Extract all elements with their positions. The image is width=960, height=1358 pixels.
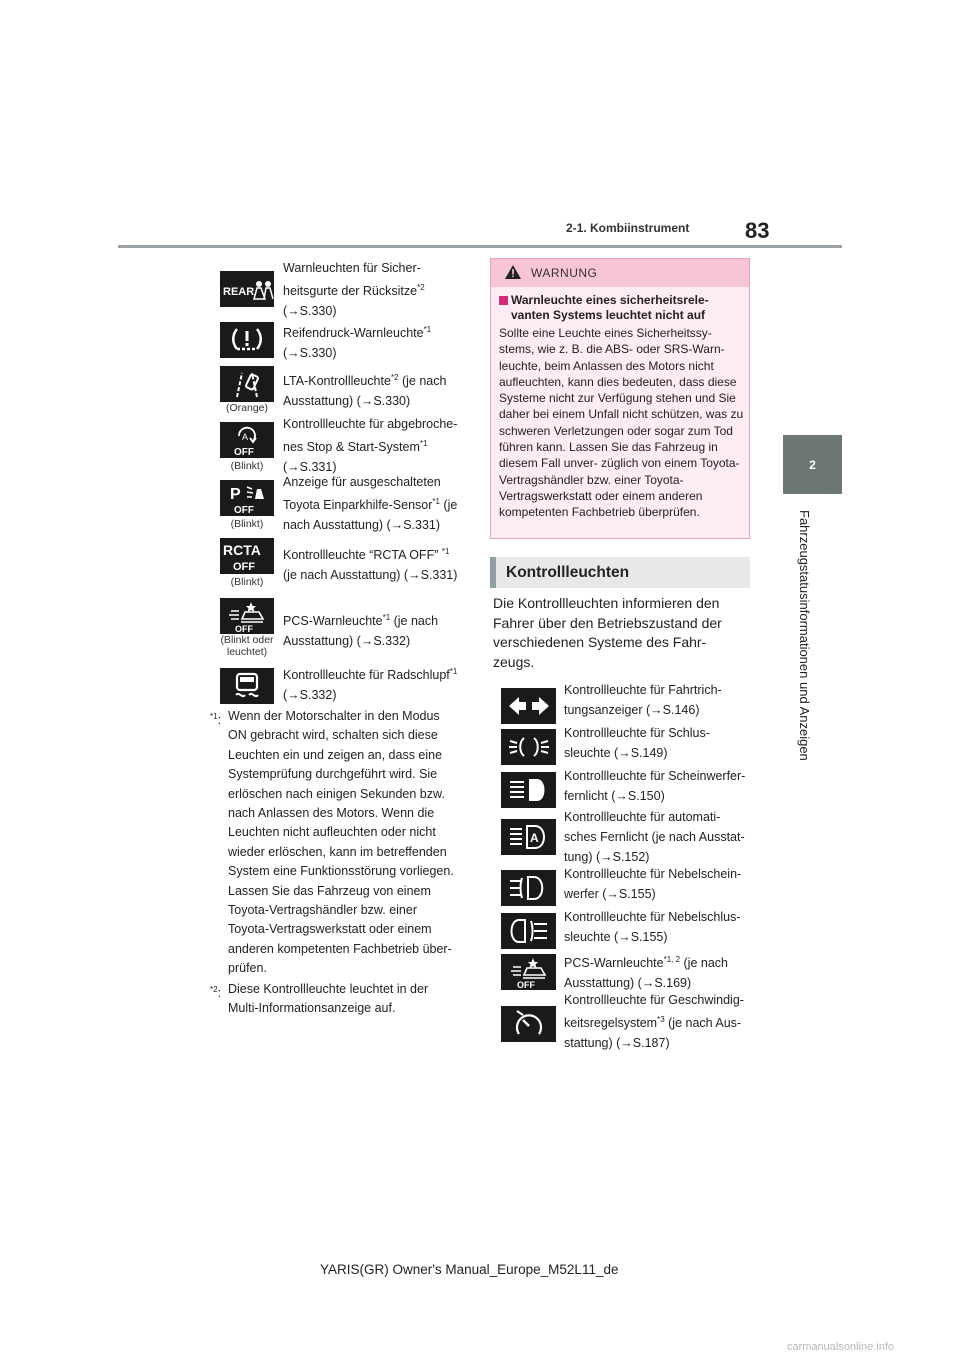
kontroll-label: Kontrollleuchte für automati- bbox=[564, 810, 721, 824]
kontroll-label: Kontrollleuchte für Geschwindig- bbox=[564, 993, 744, 1007]
rear-seatbelt-warning-icon bbox=[220, 271, 274, 307]
svg-text:RCTA: RCTA bbox=[223, 542, 261, 558]
footer-text: YARIS(GR) Owner's Manual_Europe_M52L11_de bbox=[320, 1262, 619, 1277]
warning-label: WARNUNG bbox=[531, 266, 598, 280]
rcta-off-icon bbox=[220, 538, 274, 574]
kontroll-label: Kontrollleuchte für Fahrtrich- bbox=[564, 683, 722, 697]
pcs-warning-icon bbox=[501, 954, 556, 990]
indicator-label: Warnleuchten für Sicher- bbox=[283, 261, 421, 275]
indicator-note: (Blinkt) bbox=[230, 460, 264, 472]
svg-text:OFF: OFF bbox=[234, 505, 254, 515]
header-rule bbox=[118, 245, 842, 248]
svg-text:P: P bbox=[230, 486, 241, 503]
indicator-note: (Blinkt oder leuchtet) bbox=[220, 634, 274, 658]
indicator-note: (Blinkt) bbox=[230, 518, 264, 530]
pcs-warning-icon bbox=[220, 598, 274, 634]
lta-indicator-icon bbox=[220, 366, 274, 402]
kontroll-label: Kontrollleuchte für Nebelschein- bbox=[564, 867, 742, 881]
svg-text:A: A bbox=[242, 432, 249, 442]
tire-pressure-warning-icon bbox=[220, 322, 274, 358]
svg-text:OFF: OFF bbox=[233, 561, 255, 573]
kontroll-label: Kontrollleuchte für Nebelschlus- bbox=[564, 910, 741, 924]
front-fog-light-icon bbox=[501, 870, 556, 906]
kontroll-intro: Die Kontrollleuchten informieren den Fahrer über den Betriebszustand der verschiedenen Systeme des Fahr- zeugs. bbox=[493, 595, 722, 670]
square-bullet-icon bbox=[499, 296, 508, 305]
svg-text:OFF: OFF bbox=[516, 980, 535, 989]
warning-body: Sollte eine Leuchte eines Sicherheitssy- stems, wie z. B. die ABS- oder SRS-Warn- leuchte, beim Anlassen des Motors nicht aufleuchten, kann dies bedeuten, dass diese Systeme nicht zur Verfügung stehen und Sie daher bei einem Unfall nicht schützen, was zu schweren Verletzungen oder sogar zum Tod führen kann. Lassen Sie das Fahrzeug in diesem Fall unver- züglich von einem Toyota-Vertragshändler bzw. einer Toyota-Vertragswerkstatt oder einem anderen kompetenten Fachbetrieb überprüfen. bbox=[499, 326, 744, 520]
kontroll-label: Kontrollleuchte für Scheinwerfer- bbox=[564, 769, 746, 783]
chapter-label: Fahrzeugstatusinformationen und Anzeigen bbox=[797, 510, 812, 761]
footnote: $^{*1}$: Wenn der Motorschalter in den Modus ON gebracht wird, schalten sich diese Leuchten ein und zeigen an, dass eine Systemprüfung durchgeführt wird. Sie erlöschen nach einigen Sekunden bzw. nach Anlassen des Motors. Wenn die Leuchten nicht aufleuchten oder nicht wieder erlöschen, kann im betreffenden System eine Funktionsstörung vorliegen. Lassen Sie das Fahrzeug von einem Toyota-Vertragshändler bzw. einer Toyota-Vertragswerkstatt oder einem anderen kompetenten Fachbetrieb über- prüfen. bbox=[210, 709, 454, 976]
indicator-label: Reifendruck-Warnleuchte bbox=[283, 326, 424, 341]
indicator-label: Anzeige für ausgeschalteten bbox=[283, 475, 441, 489]
kontroll-label: Kontrollleuchte für Schlus- bbox=[564, 726, 710, 740]
section-title: 2-1. Kombiinstrument bbox=[566, 221, 690, 235]
svg-text:REAR: REAR bbox=[223, 286, 255, 298]
cruise-control-icon bbox=[501, 1006, 556, 1042]
page-number: 83 bbox=[745, 218, 770, 243]
indicator-label: Kontrollleuchte “RCTA OFF” bbox=[283, 548, 442, 563]
svg-text:OFF: OFF bbox=[234, 447, 254, 457]
warning-title: Warnleuchte eines sicherheitsrele- vanten Systems leuchtet nicht auf bbox=[499, 293, 743, 323]
svg-text:A: A bbox=[529, 831, 539, 845]
high-beam-icon bbox=[501, 772, 556, 808]
chapter-tab[interactable]: 2 bbox=[783, 435, 842, 494]
indicator-label: LTA-Kontrollleuchte bbox=[283, 374, 391, 389]
indicator-label: PCS-Warnleuchte bbox=[283, 614, 383, 629]
warning-triangle-icon bbox=[505, 265, 521, 282]
slip-indicator-icon bbox=[220, 668, 274, 704]
kontroll-label: PCS-Warnleuchte bbox=[564, 956, 664, 971]
indicator-note: (Orange) bbox=[225, 402, 268, 414]
warning-box bbox=[490, 258, 750, 539]
stop-start-off-icon bbox=[220, 422, 274, 458]
indicator-note: (Blinkt) bbox=[230, 576, 264, 588]
indicator-label: Kontrollleuchte für Radschlupf bbox=[283, 668, 450, 683]
indicator-label: Kontrollleuchte für abgebroche- bbox=[283, 417, 458, 431]
parking-sensor-off-icon bbox=[220, 480, 274, 516]
footnote: $^{*2}$: Diese Kontrollleuchte leuchtet in der Multi-Informationsanzeige auf. bbox=[210, 982, 429, 1016]
turn-signal-icon bbox=[501, 688, 556, 724]
svg-text:OFF: OFF bbox=[235, 624, 253, 633]
kontroll-heading: Kontrollleuchten bbox=[490, 557, 750, 588]
tail-light-icon bbox=[501, 729, 556, 765]
watermark[interactable]: carmanualsonline.info bbox=[787, 1341, 895, 1353]
rear-fog-light-icon bbox=[501, 913, 556, 949]
auto-high-beam-icon bbox=[501, 819, 556, 855]
